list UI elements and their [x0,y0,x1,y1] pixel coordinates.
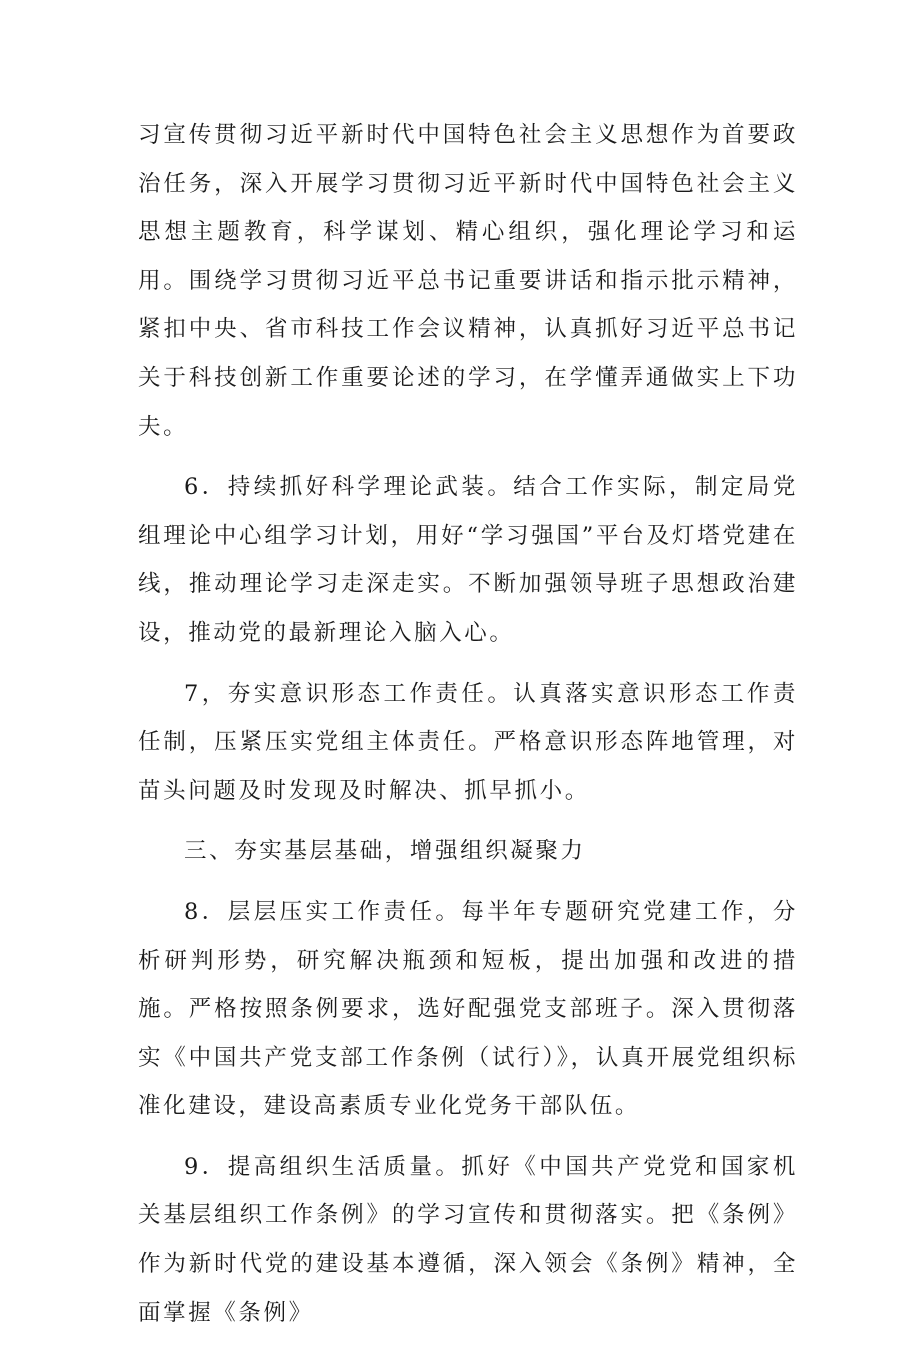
paragraph-item-6: 6．持续抓好科学理论武装。结合工作实际，制定局党组理论中心组学习计划，用好“学习强国”平台及灯塔党建在线，推动理论学习走深走实。不断加强领导班子思想政治建设，推动党的最新理论入脑入心。 [138,474,798,646]
paragraph-item-7: 7，夯实意识形态工作责任。认真落实意识形态工作责任制，压紧压实党组主体责任。严格意识形态阵地管理，对苗头问题及时发现及时解决、抓早抓小。 [138,680,798,804]
paragraph-item-9: 9．提高组织生活质量。抓好《中国共产党党和国家机关基层组织工作条例》的学习宣传和贯彻落实。把《条例》作为新时代党的建设基本遵循，深入领会《条例》精神，全面掌握《条例》 [138,1153,798,1326]
section-heading-3: 三、夯实基层基础，增强组织凝聚力 [184,838,586,865]
paragraph-item-8: 8．层层压实工作责任。每半年专题研究党建工作，分析研判形势，研究解决瓶颈和短板，提出加强和改进的措施。严格按照条例要求，选好配强党支部班子。深入贯彻落实《中国共产党支部工作条例（试行）》，认真开展党组织标准化建设，建设高素质专业化党务干部队伍。 [138,898,798,1120]
paragraph-continuation: 习宣传贯彻习近平新时代中国特色社会主义思想作为首要政治任务，深入开展学习贯彻习近平新时代中国特色社会主义思想主题教育，科学谋划、精心组织，强化理论学习和运用。围绕学习贯彻习近平总书记重要讲话和指示批示精神，紧扣中央、省市科技工作会议精神，认真抓好习近平总书记关于科技创新工作重要论述的学习，在学懂弄通做实上下功夫。 [138,122,798,440]
body-text [138,111,798,1349]
